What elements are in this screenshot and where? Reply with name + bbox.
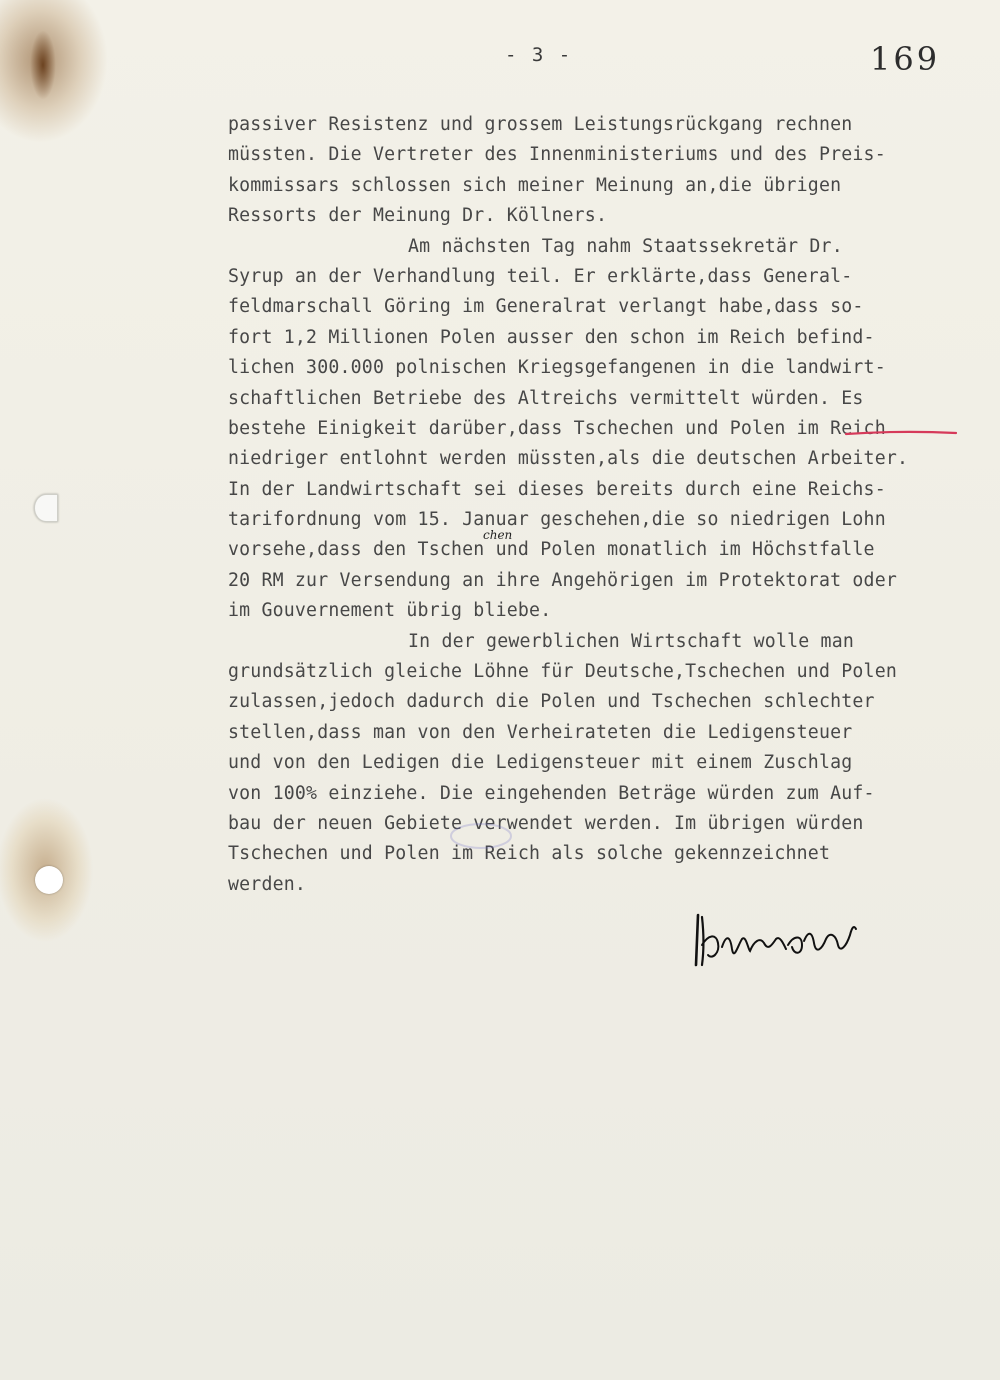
text-line: tarifordnung vom 15. Januar geschehen,die so niedrigen Lohn [228,509,886,531]
text-line: vorsehe,dass den Tschen und Polen monatlich im Höchstfalle [228,539,875,561]
text-line: Syrup an der Verhandlung teil. Er erklärte,dass General- [228,265,853,287]
faint-stamp-mark [446,816,516,856]
handwritten-signature [690,905,870,975]
text-line: Ressorts der Meinung Dr. Köllners. [228,205,608,227]
text-line: 20 RM zur Versendung an ihre Angehörigen im Protektorat oder [228,569,897,591]
punch-hole-bottom [35,866,63,894]
text-line: lichen 300.000 polnischen Kriegsgefangenen in die landwirt- [228,357,886,379]
text-line: werden. [228,873,307,895]
punch-hole-top [34,494,58,522]
text-line: niedriger entlohnt werden müssten,als die deutschen Arbeiter. [228,448,909,470]
text-line: feldmarschall Göring im Generalrat verlangt habe,dass so- [228,296,864,318]
text-line: In der gewerblichen Wirtschaft wolle man [408,630,854,652]
text-line: fort 1,2 Millionen Polen ausser den schon im Reich befind- [228,326,875,348]
text-line: stellen,dass man von den Verheirateten die Ledigensteuer [228,721,853,743]
text-line: kommissars schlossen sich meiner Meinung an,die übrigen [228,174,842,196]
text-line: im Gouvernement übrig bliebe. [228,600,552,622]
text-line: In der Landwirtschaft sei dieses bereits durch eine Reichs- [228,478,886,500]
archive-page-stamp: 169 [870,40,941,78]
handwritten-insert: chen [483,528,513,542]
text-line: grundsätzlich gleiche Löhne für Deutsche,Tschechen und Polen [228,661,897,683]
text-line: und von den Ledigen die Ledigensteuer mit einem Zuschlag [228,752,853,774]
text-line: passiver Resistenz und grossem Leistungsrückgang rechnen [228,114,853,135]
text-line: von 100% einziehe. Die eingehenden Beträge würden zum Auf- [228,782,875,804]
document-body [228,110,973,900]
burn-stain [30,30,56,100]
text-line: müssten. Die Vertreter des Innenministeriums und des Preis- [228,144,886,166]
page-number: - 3 - [505,44,573,66]
text-line: Am nächsten Tag nahm Staatssekretär Dr. [408,235,843,257]
red-underline-mark [845,430,957,436]
text-line: Tschechen und Polen im Reich als solche gekennzeichnet [228,843,831,865]
text-line: zulassen,jedoch dadurch die Polen und Tschechen schlechter [228,691,875,713]
text-line: schaftlichen Betriebe des Altreichs vermittelt würden. Es [228,387,864,409]
text-line: bestehe Einigkeit darüber,dass Tschechen und Polen im Reich [228,417,886,439]
text-line: bau der neuen Gebiete verwendet werden. Im übrigen würden [228,812,864,834]
